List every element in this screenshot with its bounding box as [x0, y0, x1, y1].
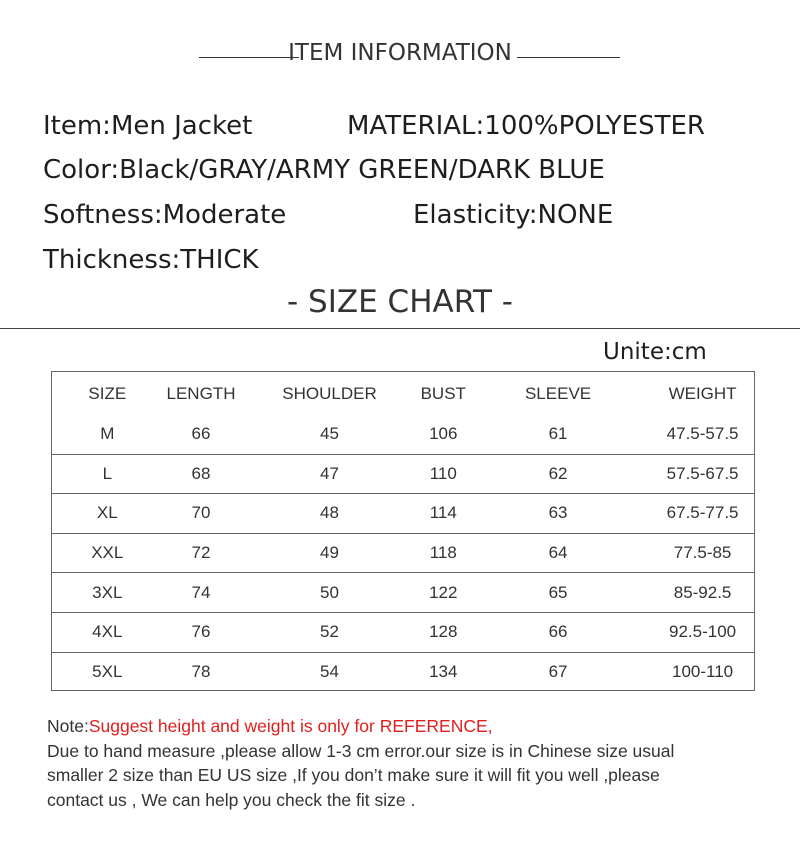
note-line-3: contact us , We can help you check the fit size . [47, 789, 416, 810]
cell-bust: 134 [429, 661, 458, 681]
info-item: Item:Men Jacket [43, 111, 253, 141]
cell-length: 68 [191, 463, 211, 483]
cell-shoulder: 50 [320, 582, 339, 602]
size-table [51, 372, 755, 691]
cell-shoulder: 48 [320, 503, 339, 523]
cell-length: 74 [191, 582, 211, 602]
cell-bust: 110 [429, 463, 457, 483]
cell-sleeve: 66 [548, 622, 568, 642]
cell-length: 66 [191, 424, 211, 444]
cell-sleeve: 65 [548, 582, 568, 602]
cell-length: 72 [191, 543, 211, 563]
info-elasticity: Elasticity:NONE [413, 200, 614, 230]
col-header-weight: WEIGHT [668, 383, 737, 403]
info-material: MATERIAL:100%POLYESTER [347, 111, 705, 141]
cell-weight: 77.5-85 [673, 543, 732, 563]
cell-size: 5XL [92, 661, 123, 681]
info-softness: Softness:Moderate [43, 200, 287, 230]
unit-label: Unite:cm [603, 339, 707, 365]
cell-sleeve: 64 [548, 543, 568, 563]
cell-size: L [102, 463, 113, 483]
cell-size: M [100, 424, 115, 444]
cell-length: 76 [191, 622, 211, 642]
table-header-row [51, 372, 755, 415]
info-thickness: Thickness:THICK [43, 245, 259, 275]
cell-weight: 85-92.5 [673, 582, 732, 602]
col-header-shoulder: SHOULDER [282, 383, 377, 403]
cell-shoulder: 45 [320, 424, 339, 444]
note-line-1: Due to hand measure ,please allow 1-3 cm error.our size is in Chinese size usual [47, 740, 675, 761]
cell-length: 78 [191, 661, 211, 681]
table-row [51, 494, 755, 534]
cell-shoulder: 47 [320, 463, 339, 483]
divider [0, 328, 800, 329]
cell-shoulder: 54 [320, 661, 339, 681]
col-header-size: SIZE [88, 383, 127, 403]
note-highlight: Suggest height and weight is only for REFERENCE, [88, 716, 493, 736]
cell-size: XL [96, 503, 118, 523]
cell-sleeve: 61 [548, 424, 568, 444]
col-header-bust: BUST [420, 383, 466, 403]
cell-weight: 100-110 [672, 661, 734, 681]
cell-bust: 106 [429, 424, 458, 444]
table-row [51, 533, 755, 573]
note-label: Note: [47, 716, 89, 736]
cell-weight: 47.5-57.5 [666, 424, 739, 444]
cell-sleeve: 67 [548, 661, 568, 681]
cell-size: 3XL [92, 582, 123, 602]
fit-note [47, 714, 674, 812]
col-header-sleeve: SLEEVE [524, 383, 592, 403]
cell-weight: 67.5-77.5 [666, 503, 739, 523]
info-color: Color:Black/GRAY/ARMY GREEN/DARK BLUE [43, 155, 605, 185]
table-row [51, 612, 755, 652]
cell-bust: 118 [429, 543, 457, 563]
note-line-2: smaller 2 size than EU US size ,If you don’t make sure it will fit you well ,please [47, 765, 660, 785]
table-row [51, 652, 755, 691]
cell-size: XXL [91, 543, 124, 563]
cell-bust: 114 [429, 503, 457, 523]
cell-weight: 57.5-67.5 [666, 463, 739, 483]
cell-shoulder: 49 [320, 543, 339, 563]
cell-bust: 122 [429, 582, 458, 602]
table-row [51, 454, 755, 494]
table-row [51, 573, 755, 613]
section-title-item-information: ITEM INFORMATION [288, 40, 512, 66]
cell-sleeve: 62 [548, 463, 568, 483]
cell-sleeve: 63 [548, 503, 568, 523]
table-row [51, 415, 755, 454]
cell-shoulder: 52 [320, 622, 339, 642]
cell-size: 4XL [92, 622, 123, 642]
cell-weight: 92.5-100 [669, 622, 737, 642]
col-header-length: LENGTH [166, 383, 236, 403]
cell-length: 70 [191, 503, 211, 523]
header-rule-right [517, 57, 620, 58]
note-line-0 [47, 714, 674, 739]
section-title-size-chart: - SIZE CHART - [287, 284, 513, 320]
cell-bust: 128 [429, 622, 458, 642]
